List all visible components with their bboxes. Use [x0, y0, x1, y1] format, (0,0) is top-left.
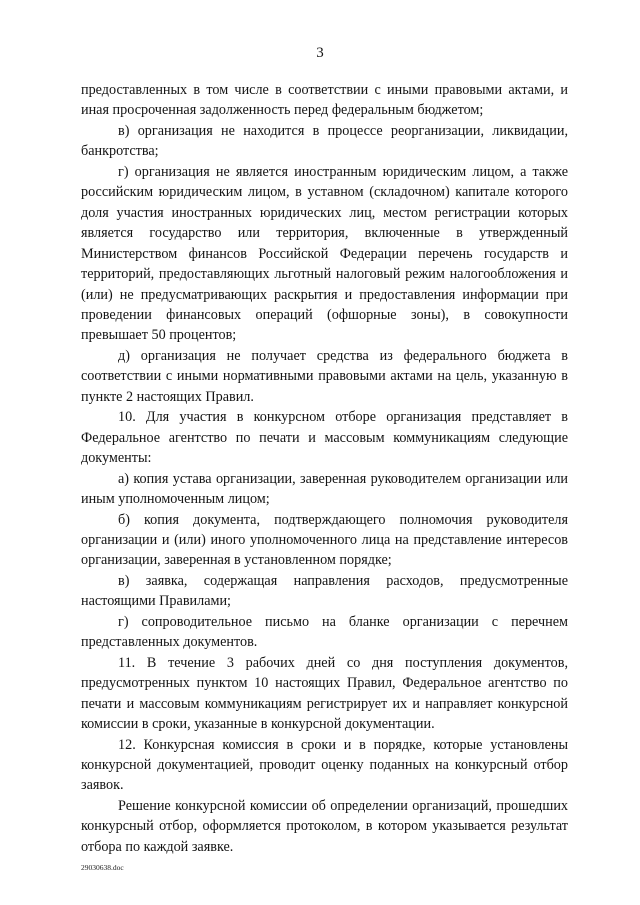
paragraph-doc-g: г) сопроводительное письмо на бланке организации с перечнем представленных документов.	[81, 613, 568, 651]
document-body	[81, 80, 568, 857]
paragraph-decision: Решение конкурсной комиссии об определении организаций, прошедших конкурсный отбор, оформляется протоколом, в котором указывается результат отбора по каждой заявке.	[81, 797, 568, 855]
paragraph-continuation: предоставленных в том числе в соответствии с иными правовыми актами, и иная просроченная задолженность перед федеральным бюджетом;	[81, 82, 568, 119]
paragraph-doc-v: в) заявка, содержащая направления расходов, предусмотренные настоящими Правилами;	[81, 572, 568, 610]
paragraph-clause-10: 10. Для участия в конкурсном отборе организация представляет в Федеральное агентство по печати и массовым коммуникациям следующие документы:	[81, 409, 568, 467]
paragraph-item-g: г) организация не является иностранным юридическим лицом, а также российским юридическим лицом, в уставном (складочном) капитале которого доля участия иностранных юридических лиц, местом регистрации которых является государство или территория, включенные в утвержденный Министерством финансов Российской Федерации перечень государств и территорий, предоставляющих льготный налоговый режим налогообложения и (или) не предусматривающих раскрытия и предоставления информации при проведении финансовых операций (офшорные зоны), в совокупности превышает 50 процентов;	[81, 163, 568, 344]
paragraph-item-v: в) организация не находится в процессе реорганизации, ликвидации, банкротства;	[81, 122, 568, 160]
paragraph-doc-a: а) копия устава организации, заверенная руководителем организации или иным уполномоченным лицом;	[81, 470, 568, 508]
footer-filename: 29030638.doc	[81, 863, 124, 872]
paragraph-doc-b: б) копия документа, подтверждающего полномочия руководителя организации и (или) иного уполномоченного лица на представление интересов организации, заверенная в установленном порядке;	[81, 511, 568, 569]
paragraph-clause-12: 12. Конкурсная комиссия в сроки и в порядке, которые установлены конкурсной документацией, проводит оценку поданных на конкурсный отбор заявок.	[81, 736, 568, 794]
page-number: 3	[316, 45, 324, 61]
paragraph-clause-11: 11. В течение 3 рабочих дней со дня поступления документов, предусмотренных пунктом 10 настоящих Правил, Федеральное агентство по печати и массовым коммуникациям регистрирует их и направляет конкурсной комиссии в сроки, указанные в конкурсной документации.	[81, 654, 568, 733]
paragraph-item-d: д) организация не получает средства из федерального бюджета в соответствии с иными нормативными правовыми актами на цель, указанную в пункте 2 настоящих Правил.	[81, 347, 568, 405]
